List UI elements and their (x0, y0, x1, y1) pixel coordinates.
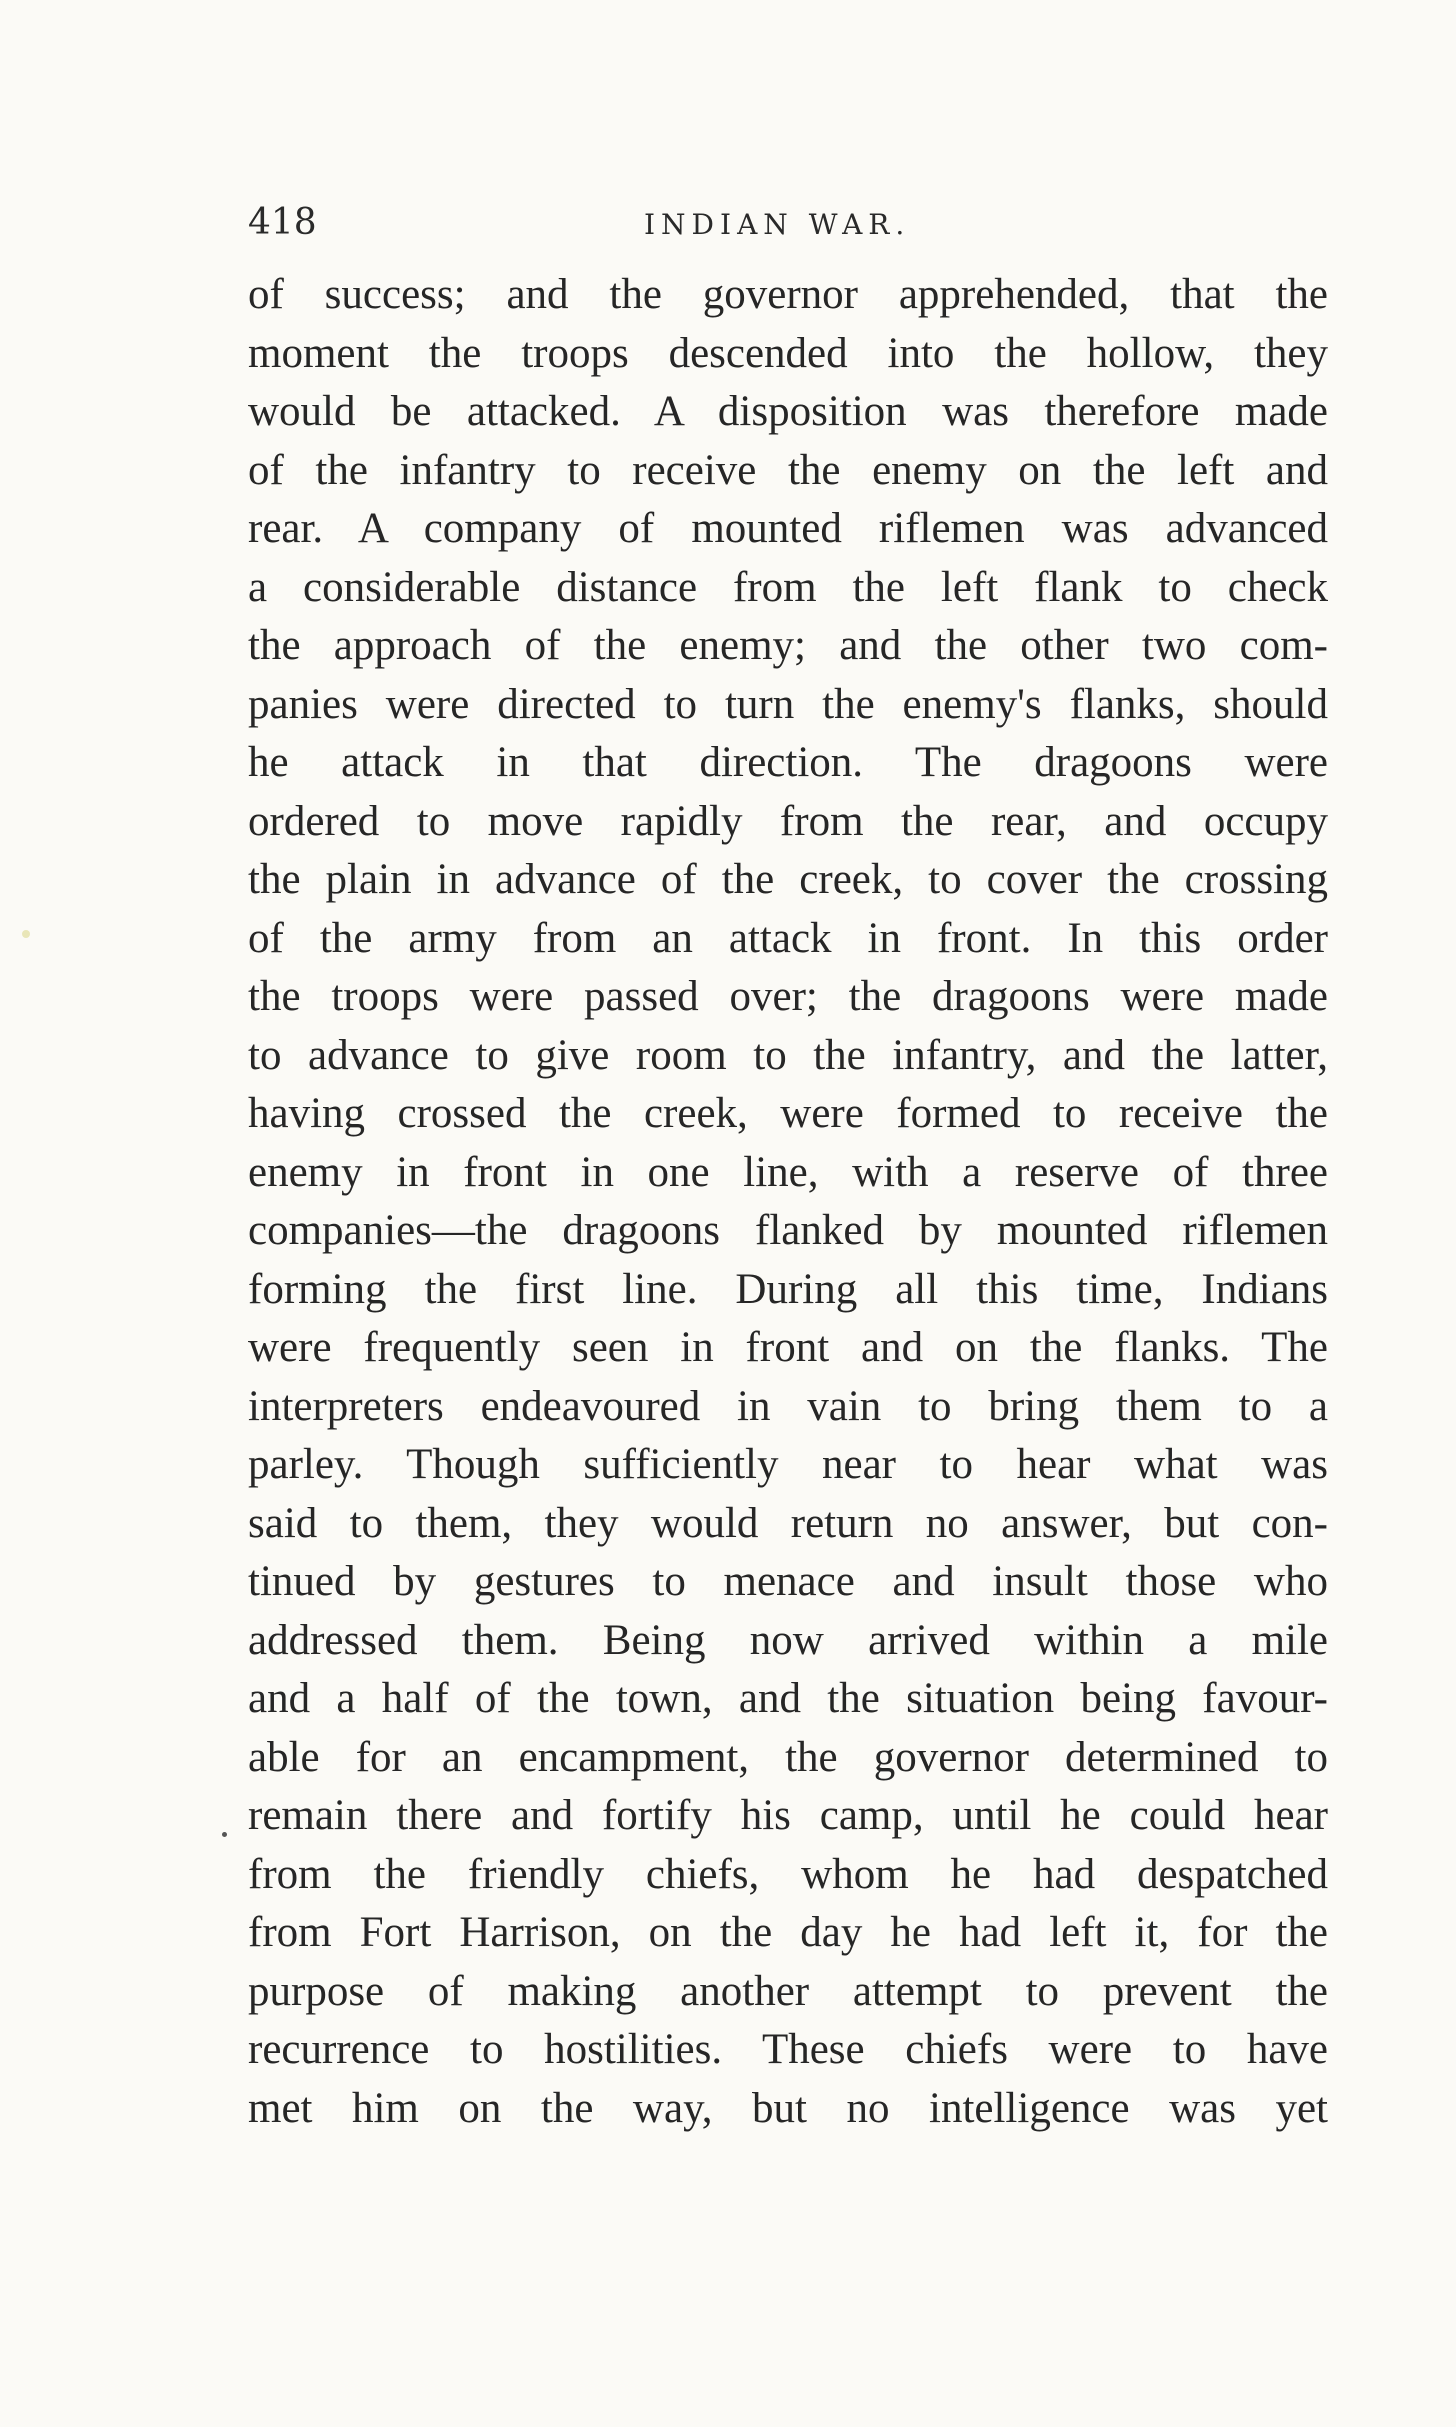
text-line: met him on the way, but no intelligence was yet (248, 2084, 1328, 2132)
text-line: from Fort Harrison, on the day he had left it, for the (248, 1909, 1328, 1956)
text-line: to advance to give room to the infantry, and the latter, (248, 1031, 1328, 1079)
text-line: purpose of making another attempt to prevent the (248, 1967, 1328, 2015)
text-line: from the friendly chiefs, whom he had despatched (248, 1850, 1328, 1898)
text-line: and a half of the town, and the situation being favour- (248, 1675, 1328, 1722)
text-line: would be attacked. A disposition was therefore made (248, 388, 1328, 435)
text-line: able for an encampment, the governor determined to (248, 1733, 1328, 1781)
running-head (248, 198, 1328, 248)
text-line: rear. A company of mounted riflemen was advanced (248, 505, 1328, 552)
text-line: enemy in front in one line, with a reserve of three (248, 1148, 1328, 1196)
text-line: said to them, they would return no answer, but con- (248, 1499, 1328, 1547)
page-number: 418 (248, 202, 317, 243)
text-line: were frequently seen in front and on the flanks. The (248, 1324, 1328, 1371)
text-line: moment the troops descended into the hollow, they (248, 329, 1328, 377)
text-line: interpreters endeavoured in vain to bring them to a (248, 1382, 1328, 1430)
running-head-title: INDIAN WAR. (644, 208, 911, 241)
ink-speck (222, 1832, 227, 1837)
text-line: of the infantry to receive the enemy on the left and (248, 446, 1328, 494)
text-line: tinued by gestures to menace and insult those who (248, 1558, 1328, 1605)
text-line: the troops were passed over; the dragoons were made (248, 973, 1328, 1020)
text-line: parley. Though sufficiently near to hear what was (248, 1441, 1328, 1488)
text-line: companies—the dragoons flanked by mounted riflemen (248, 1207, 1328, 1254)
text-line: the approach of the enemy; and the other two com- (248, 622, 1328, 669)
text-line: the plain in advance of the creek, to cover the crossing (248, 856, 1328, 903)
text-line: addressed them. Being now arrived within a mile (248, 1616, 1328, 1664)
body-text (248, 266, 1328, 2138)
text-line: panies were directed to turn the enemy's flanks, should (248, 680, 1328, 728)
text-line: a considerable distance from the left flank to check (248, 563, 1328, 611)
text-line: forming the first line. During all this time, Indians (248, 1265, 1328, 1313)
text-line: remain there and fortify his camp, until he could hear (248, 1792, 1328, 1839)
text-line: of success; and the governor apprehended, that the (248, 271, 1328, 318)
text-line: having crossed the creek, were formed to receive the (248, 1090, 1328, 1137)
text-line: recurrence to hostilities. These chiefs were to have (248, 2026, 1328, 2073)
text-line: he attack in that direction. The dragoons were (248, 739, 1328, 786)
text-line: of the army from an attack in front. In this order (248, 914, 1328, 962)
text-line: ordered to move rapidly from the rear, and occupy (248, 797, 1328, 845)
paper-speck (22, 930, 30, 938)
